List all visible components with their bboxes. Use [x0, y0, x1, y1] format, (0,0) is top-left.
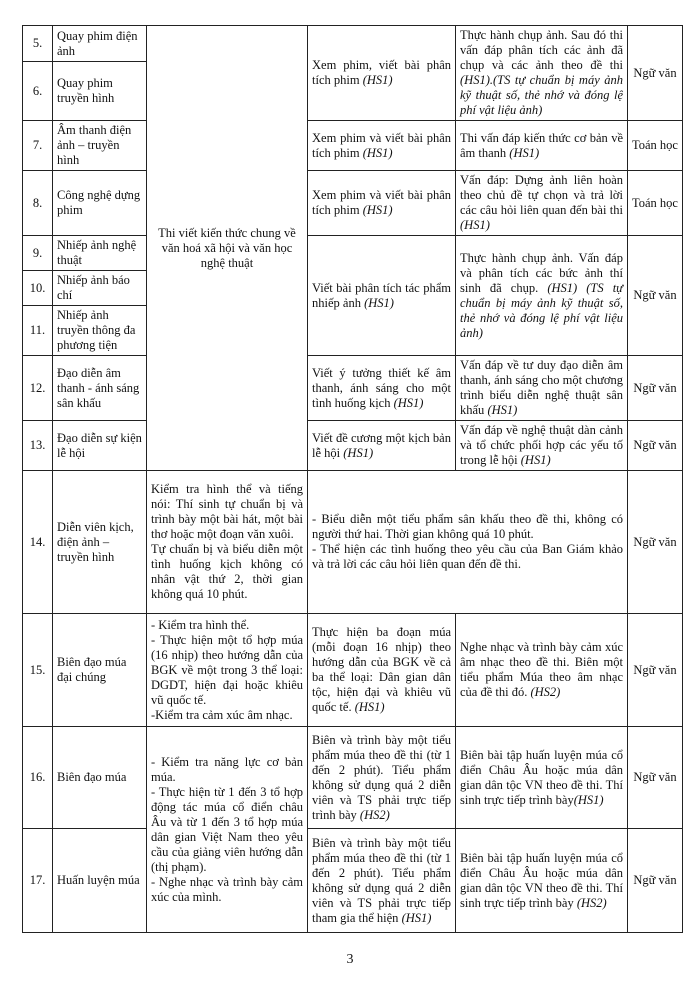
exam-part-1: Xem phim, viết bài phân tích phim (HS1)	[308, 26, 456, 121]
exam-part-0: - Kiểm tra hình thể. - Thực hiện một tổ hợp múa (16 nhịp) theo hướng dẫn của BGK về một trong 3 thể loại: DGDT, hiện đại hoặc khiêu vũ quốc tế. -Kiểm tra cảm xúc âm nhạc.	[147, 614, 308, 727]
table-row	[23, 121, 683, 171]
exam-part-2: Biên bài tập huấn luyện múa cổ điển Châu Âu hoặc múa dân gian dân tộc VN theo đề thi. Thí sinh trực tiếp trình bày (HS2)	[456, 829, 628, 933]
subject-cell: Ngữ văn	[628, 471, 683, 614]
major-name: Biên đạo múa	[53, 727, 147, 829]
row-number: 14.	[23, 471, 53, 614]
table-row	[23, 26, 683, 62]
major-name: Nhiếp ảnh nghệ thuật	[53, 236, 147, 271]
exam-part-1: Thực hiện ba đoạn múa (mỗi đoạn 16 nhịp) theo hướng dẫn của BGK về cả ba thể loại: Dân gian dân tộc, hiện đại và khiêu vũ quốc tế. (HS1)	[308, 614, 456, 727]
table-row	[23, 471, 683, 614]
table-row	[23, 614, 683, 727]
table-row	[23, 727, 683, 829]
table-row	[23, 421, 683, 471]
subject-cell: Ngữ văn	[628, 614, 683, 727]
row-number: 12.	[23, 356, 53, 421]
table-row	[23, 171, 683, 236]
major-name: Biên đạo múa đại chúng	[53, 614, 147, 727]
table-row	[23, 236, 683, 271]
exam-part-1: Biên và trình bày một tiểu phẩm múa theo đề thi (từ 1 đến 2 phút). Tiểu phẩm không sử dụng quá 2 diễn viên và TS phải trực tiếp tham gia thể hiện (HS1)	[308, 829, 456, 933]
major-name: Công nghệ dựng phim	[53, 171, 147, 236]
subject-cell: Ngữ văn	[628, 26, 683, 121]
exam-part-2: Thi vấn đáp kiến thức cơ bản về âm thanh (HS1)	[456, 121, 628, 171]
exam-part-2: Vấn đáp về nghệ thuật dàn cảnh và tổ chức phối hợp các yếu tố trong lễ hội (HS1)	[456, 421, 628, 471]
row-number: 7.	[23, 121, 53, 171]
exam-part-2: Nghe nhạc và trình bày cảm xúc âm nhạc theo đề thi. Biên một tiểu phẩm Múa theo âm nhạc của đề thi đó. (HS2)	[456, 614, 628, 727]
row-number: 8.	[23, 171, 53, 236]
major-name: Huấn luyện múa	[53, 829, 147, 933]
subject-cell: Ngữ văn	[628, 421, 683, 471]
exam-part-1: Xem phim và viết bài phân tích phim (HS1)	[308, 121, 456, 171]
row-number: 11.	[23, 306, 53, 356]
general-exam-cell: Thi viết kiến thức chung về văn hoá xã hội và văn học nghệ thuật	[147, 26, 308, 471]
row-number: 16.	[23, 727, 53, 829]
major-name: Âm thanh điện ảnh – truyền hình	[53, 121, 147, 171]
exam-part-2: Thực hành chụp ảnh. Vấn đáp và phân tích các bức ảnh thí sinh đã chụp. (HS1) (TS tự chuẩn bị máy ảnh kỹ thuật số, thẻ nhớ và đóng lệ phí vật liệu ảnh)	[456, 236, 628, 356]
row-number: 13.	[23, 421, 53, 471]
row-number: 9.	[23, 236, 53, 271]
exam-part-1: Viết bài phân tích tác phẩm nhiếp ảnh (HS1)	[308, 236, 456, 356]
exam-part-1: Xem phim và viết bài phân tích phim (HS1)	[308, 171, 456, 236]
major-name: Quay phim điện ảnh	[53, 26, 147, 62]
row-number: 5.	[23, 26, 53, 62]
subject-cell: Ngữ văn	[628, 236, 683, 356]
exam-part-2: Biên bài tập huấn luyện múa cổ điển Châu Âu hoặc múa dân gian dân tộc VN theo đề thi. Thí sinh trực tiếp trình bày(HS1)	[456, 727, 628, 829]
subject-cell: Ngữ văn	[628, 356, 683, 421]
major-name: Đạo diễn sự kiện lễ hội	[53, 421, 147, 471]
subject-cell: Toán học	[628, 171, 683, 236]
subject-cell: Toán học	[628, 121, 683, 171]
table-row	[23, 829, 683, 933]
major-name: Nhiếp ảnh báo chí	[53, 271, 147, 306]
page-number: 3	[346, 952, 354, 967]
subject-cell: Ngữ văn	[628, 829, 683, 933]
subject-cell: Ngữ văn	[628, 727, 683, 829]
major-name: Đạo diễn âm thanh - ánh sáng sân khấu	[53, 356, 147, 421]
admission-exam-table	[22, 25, 683, 933]
row-number: 10.	[23, 271, 53, 306]
table-row	[23, 356, 683, 421]
exam-part-0: - Kiểm tra năng lực cơ bản múa. - Thực hiện từ 1 đến 3 tổ hợp động tác múa cổ điển châu Âu và từ 1 đến 3 tổ hợp múa dân gian Việt Nam theo yêu cầu của giảng viên hướng dẫn (thị phạm). - Nghe nhạc và trình bày cảm xúc của mình.	[147, 727, 308, 933]
exam-part-1-2: - Biểu diễn một tiểu phẩm sân khấu theo đề thi, không có người thứ hai. Thời gian không quá 10 phút. - Thể hiện các tình huống theo yêu cầu của Ban Giám khảo và trả lời các câu hỏi liên quan đến đề thi.	[308, 471, 628, 614]
major-name: Quay phim truyền hình	[53, 62, 147, 121]
exam-part-2: Vấn đáp về tư duy đạo diễn âm thanh, ánh sáng cho một chương trình biểu diễn nghệ thuật sân khấu (HS1)	[456, 356, 628, 421]
exam-part-1: Biên và trình bày một tiểu phẩm múa theo đề thi (từ 1 đến 2 phút). Tiểu phẩm không sử dụng quá 2 diễn viên và TS phải trực tiếp trình bày (HS2)	[308, 727, 456, 829]
exam-part-1: Viết ý tưởng thiết kế âm thanh, ánh sáng cho một tình huống kịch (HS1)	[308, 356, 456, 421]
exam-part-1: Viết đề cương một kịch bản lễ hội (HS1)	[308, 421, 456, 471]
row-number: 17.	[23, 829, 53, 933]
row-number: 15.	[23, 614, 53, 727]
exam-part-2: Vấn đáp: Dựng ảnh liên hoàn theo chủ đề tự chọn và trả lời các câu hỏi liên quan đến bài thi (HS1)	[456, 171, 628, 236]
row-number: 6.	[23, 62, 53, 121]
major-name: Diễn viên kịch, điện ảnh – truyền hình	[53, 471, 147, 614]
major-name: Nhiếp ảnh truyền thông đa phương tiện	[53, 306, 147, 356]
exam-part-0: Kiểm tra hình thể và tiếng nói: Thí sinh tự chuẩn bị và trình bày một bài hát, một bài thơ hoặc một đoạn văn xuôi. Tự chuẩn bị và biểu diễn một tình huống kịch không có nhân vật thứ 2, thời gian không quá 10 phút.	[147, 471, 308, 614]
exam-part-2: Thực hành chụp ảnh. Sau đó thi vấn đáp phân tích các ảnh đã chụp và các ảnh theo đề thi (HS1).(TS tự chuẩn bị máy ảnh kỹ thuật số, thẻ nhớ và đóng lệ phí vật liệu ảnh)	[456, 26, 628, 121]
